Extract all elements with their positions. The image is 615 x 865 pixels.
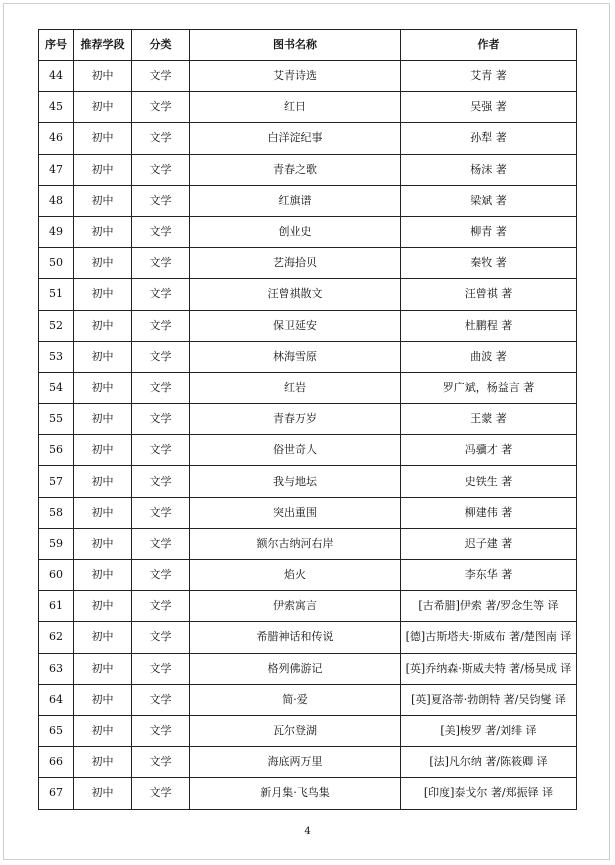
cell-title: 格列佛游记 (190, 653, 401, 684)
cell-category: 文学 (132, 341, 190, 372)
cell-stage: 初中 (74, 185, 132, 216)
cell-title: 新月集·飞鸟集 (190, 778, 401, 809)
cell-author: [德]古斯塔夫·斯威布 著/楚图南 译 (401, 622, 577, 653)
table-row (39, 778, 577, 809)
table-row (39, 216, 577, 247)
cell-title: 红旗谱 (190, 185, 401, 216)
cell-stage: 初中 (74, 154, 132, 185)
cell-title: 额尔古纳河右岸 (190, 528, 401, 559)
header-stage: 推荐学段 (74, 30, 132, 61)
cell-stage: 初中 (74, 92, 132, 123)
cell-author: 史铁生 著 (401, 466, 577, 497)
table-row (39, 747, 577, 778)
cell-title: 希腊神话和传说 (190, 622, 401, 653)
table-row (39, 528, 577, 559)
cell-category: 文学 (132, 560, 190, 591)
table-row (39, 684, 577, 715)
cell-author: 孙犁 著 (401, 123, 577, 154)
table-body (39, 61, 577, 810)
cell-author: [法]凡尔纳 著/陈筱卿 译 (401, 747, 577, 778)
cell-title: 我与地坛 (190, 466, 401, 497)
cell-category: 文学 (132, 622, 190, 653)
cell-category: 文学 (132, 715, 190, 746)
cell-number: 60 (39, 560, 74, 591)
cell-stage: 初中 (74, 653, 132, 684)
table-row (39, 92, 577, 123)
cell-stage: 初中 (74, 310, 132, 341)
cell-category: 文学 (132, 591, 190, 622)
cell-stage: 初中 (74, 591, 132, 622)
cell-stage: 初中 (74, 248, 132, 279)
cell-title: 青春万岁 (190, 404, 401, 435)
cell-category: 文学 (132, 778, 190, 809)
cell-author: 王蒙 著 (401, 404, 577, 435)
cell-stage: 初中 (74, 466, 132, 497)
cell-number: 51 (39, 279, 74, 310)
cell-title: 红日 (190, 92, 401, 123)
cell-title: 保卫延安 (190, 310, 401, 341)
cell-author: 杜鹏程 著 (401, 310, 577, 341)
cell-stage: 初中 (74, 684, 132, 715)
cell-title: 汪曾祺散文 (190, 279, 401, 310)
table-row (39, 466, 577, 497)
cell-number: 65 (39, 715, 74, 746)
cell-category: 文学 (132, 248, 190, 279)
cell-author: 吴强 著 (401, 92, 577, 123)
cell-category: 文学 (132, 435, 190, 466)
cell-title: 俗世奇人 (190, 435, 401, 466)
cell-stage: 初中 (74, 435, 132, 466)
table-row (39, 404, 577, 435)
table-row (39, 185, 577, 216)
table-row (39, 435, 577, 466)
cell-author: 秦牧 著 (401, 248, 577, 279)
cell-category: 文学 (132, 466, 190, 497)
table-row (39, 61, 577, 92)
cell-title: 瓦尔登湖 (190, 715, 401, 746)
cell-author: 杨沫 著 (401, 154, 577, 185)
cell-stage: 初中 (74, 341, 132, 372)
cell-title: 白洋淀纪事 (190, 123, 401, 154)
cell-author: 迟子建 著 (401, 528, 577, 559)
cell-author: [古希腊]伊索 著/罗念生等 译 (401, 591, 577, 622)
cell-author: 梁斌 著 (401, 185, 577, 216)
cell-stage: 初中 (74, 404, 132, 435)
cell-stage: 初中 (74, 715, 132, 746)
cell-author: [英]乔纳森·斯威夫特 著/杨昊成 译 (401, 653, 577, 684)
cell-title: 林海雪原 (190, 341, 401, 372)
cell-category: 文学 (132, 123, 190, 154)
cell-number: 64 (39, 684, 74, 715)
cell-stage: 初中 (74, 497, 132, 528)
cell-title: 海底两万里 (190, 747, 401, 778)
cell-category: 文学 (132, 684, 190, 715)
table-row (39, 279, 577, 310)
cell-number: 46 (39, 123, 74, 154)
cell-number: 50 (39, 248, 74, 279)
table-row (39, 591, 577, 622)
cell-number: 55 (39, 404, 74, 435)
table-row (39, 248, 577, 279)
cell-stage: 初中 (74, 528, 132, 559)
cell-stage: 初中 (74, 622, 132, 653)
cell-number: 56 (39, 435, 74, 466)
cell-number: 66 (39, 747, 74, 778)
table-header-row (39, 30, 577, 61)
cell-number: 61 (39, 591, 74, 622)
cell-stage: 初中 (74, 123, 132, 154)
cell-author: 李东华 著 (401, 560, 577, 591)
cell-category: 文学 (132, 92, 190, 123)
cell-category: 文学 (132, 154, 190, 185)
cell-number: 67 (39, 778, 74, 809)
cell-stage: 初中 (74, 372, 132, 403)
table-row (39, 497, 577, 528)
table-row (39, 560, 577, 591)
table-row (39, 372, 577, 403)
cell-author: 柳青 著 (401, 216, 577, 247)
header-title: 图书名称 (190, 30, 401, 61)
table-row (39, 715, 577, 746)
cell-number: 45 (39, 92, 74, 123)
cell-author: 柳建伟 著 (401, 497, 577, 528)
cell-stage: 初中 (74, 61, 132, 92)
table-row (39, 310, 577, 341)
page-number: 4 (304, 826, 311, 837)
cell-stage: 初中 (74, 279, 132, 310)
cell-title: 突出重围 (190, 497, 401, 528)
book-list-table (38, 29, 577, 810)
cell-number: 52 (39, 310, 74, 341)
cell-title: 艺海拾贝 (190, 248, 401, 279)
header-number: 序号 (39, 30, 74, 61)
cell-category: 文学 (132, 404, 190, 435)
cell-title: 焰火 (190, 560, 401, 591)
cell-author: [美]梭罗 著/刘绯 译 (401, 715, 577, 746)
cell-number: 63 (39, 653, 74, 684)
cell-category: 文学 (132, 279, 190, 310)
cell-title: 创业史 (190, 216, 401, 247)
header-author: 作者 (401, 30, 577, 61)
cell-stage: 初中 (74, 778, 132, 809)
cell-title: 伊索寓言 (190, 591, 401, 622)
cell-stage: 初中 (74, 560, 132, 591)
cell-number: 44 (39, 61, 74, 92)
cell-number: 49 (39, 216, 74, 247)
cell-title: 红岩 (190, 372, 401, 403)
cell-number: 54 (39, 372, 74, 403)
cell-category: 文学 (132, 372, 190, 403)
cell-author: 曲波 著 (401, 341, 577, 372)
cell-author: 艾青 著 (401, 61, 577, 92)
cell-author: 罗广斌，杨益言 著 (401, 372, 577, 403)
cell-stage: 初中 (74, 747, 132, 778)
cell-author: [印度]泰戈尔 著/郑振铎 译 (401, 778, 577, 809)
cell-title: 艾青诗选 (190, 61, 401, 92)
cell-author: 汪曾祺 著 (401, 279, 577, 310)
cell-number: 57 (39, 466, 74, 497)
cell-number: 53 (39, 341, 74, 372)
cell-category: 文学 (132, 653, 190, 684)
table-row (39, 154, 577, 185)
cell-title: 简·爱 (190, 684, 401, 715)
cell-number: 48 (39, 185, 74, 216)
table-row (39, 341, 577, 372)
cell-number: 58 (39, 497, 74, 528)
table-row (39, 622, 577, 653)
cell-category: 文学 (132, 528, 190, 559)
cell-number: 59 (39, 528, 74, 559)
table-row (39, 123, 577, 154)
cell-category: 文学 (132, 185, 190, 216)
table-row (39, 653, 577, 684)
cell-category: 文学 (132, 216, 190, 247)
cell-author: [英]夏洛蒂·勃朗特 著/吴钧燮 译 (401, 684, 577, 715)
cell-category: 文学 (132, 747, 190, 778)
header-category: 分类 (132, 30, 190, 61)
cell-stage: 初中 (74, 216, 132, 247)
cell-category: 文学 (132, 61, 190, 92)
cell-number: 62 (39, 622, 74, 653)
cell-author: 冯骥才 著 (401, 435, 577, 466)
cell-category: 文学 (132, 310, 190, 341)
cell-number: 47 (39, 154, 74, 185)
cell-category: 文学 (132, 497, 190, 528)
cell-title: 青春之歌 (190, 154, 401, 185)
